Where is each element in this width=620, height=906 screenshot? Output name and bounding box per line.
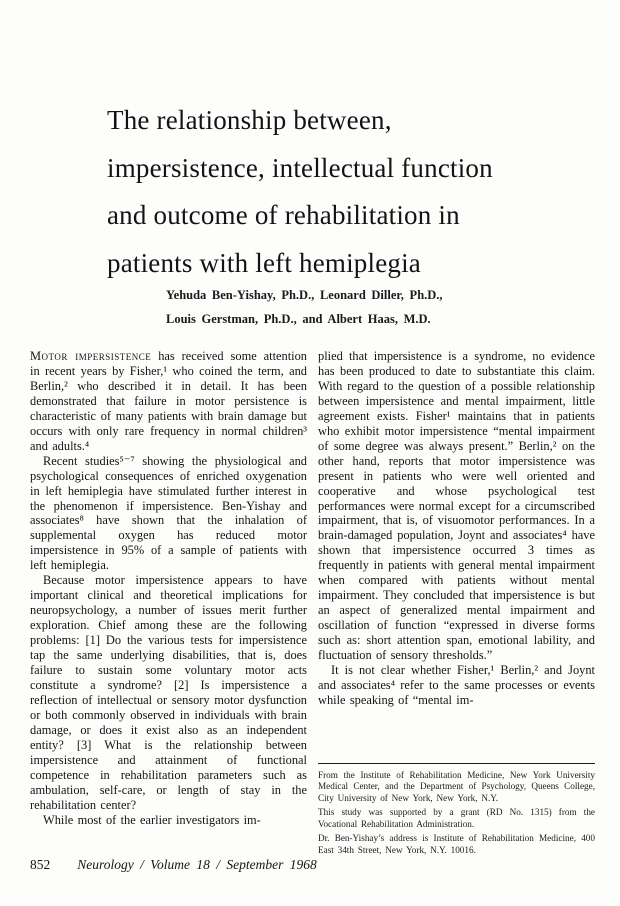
author-line-2: Louis Gerstman, Ph.D., and Albert Haas, M.D. [166,312,431,326]
title-line-1: The relationship between, [107,105,392,135]
page-footer [30,857,317,873]
footnote-block [318,763,595,860]
page-number: 852 [30,857,51,872]
title-line-3: and outcome of rehabilitation in [107,200,460,230]
footnote-grant: This study was supported by a grant (RD No. 1315) from the Vocational Rehabilitation Administration. [318,807,595,829]
body-paragraph-5: plied that impersistence is a syndrome, no evidence has been produced to date to substantiate this claim. With regard to the question of a possible relationship between impersistence and mental impairment, little agreement exists. Fisher¹ maintains that in patients who exhibit motor impersistence “mental impairment of some degree was always present.” Berlin,² on the other hand, reports that motor impersistence was present in patients who were well oriented and cooperative and whose psychological test performances were normal except for a circumscribed impairment, that is, of visuomotor performances. In a brain-damaged population, Joynt and associates⁴ have shown that impersistence occurred 3 times as frequently in patients with general mental impairment when compared with patients without mental impairment. They concluded that impersistence is but an aspect of generalized mental impairment and oscillation of function “expressed in diverse forms such as: short attention span, emotional lability, and fluctuation of sensory thresholds.” [318,349,595,663]
journal-citation: Neurology / Volume 18 / September 1968 [77,857,317,872]
lead-small-caps: Motor impersistence [30,349,152,363]
body-paragraph-1 [30,349,307,454]
footnote-address: Dr. Ben-Yishay’s address is Institute of Rehabilitation Medicine, 400 East 34th Street, New York, N.Y. 10016. [318,833,595,855]
title-line-2: impersistence, intellectual function [107,152,493,183]
body-paragraph-4: While most of the earlier investigators im- [43,812,261,827]
body-paragraph-6: It is not clear whether Fisher,¹ Berlin,² and Joynt and associates⁴ refer to the same processes or events while speaking of “mental im- [318,663,595,707]
footnote-affiliation: From the Institute of Rehabilitation Medicine, New York University Medical Center, and the Department of Psychology, Queens College, City University of New York, New York, N.Y. [318,770,595,803]
author-byline [166,283,443,331]
title-line-4: patients with left hemiplegia [107,247,421,278]
paragraph-1-text: has received some attention in recent years by Fisher,¹ who coined the term, and Berlin,² who described it in detail. It has been demonstrated that failure in motor persistence is characteristic of many patients with brain damage but occurs with only rare frequency in normal children³ and adults.⁴ [30,349,307,453]
footnote-divider [318,763,595,764]
right-column [318,349,595,708]
body-paragraph-3: Because motor impersistence appears to have important clinical and theoretical implications for neuropsychology, a number of issues merit further exploration. Chief among these are the following problems: [1] Do the various tests for impersistence tap the same underlying disabilities, that is, does failure to sustain some voluntary motor acts constitute a syndrome? [2] Is impersistence a reflection of intellectual or sensory motor dysfunction or both commonly observed in individuals with brain damage, or does it exist also as an independent entity? [3] What is the relationship between impersistence and attainment of functional competence in rehabilitation parameters such as ambulation, self-care, or length of stay in the rehabilitation center? [30,573,307,812]
body-paragraph-2: Recent studies⁵⁻⁷ showing the physiological and psychological consequences of enriched oxygenation in left hemiplegia have stimulated further interest in the phenomenon if impersistence. Ben-Yishay and associates⁸ have shown that the inhalation of supplemental oxygen has reduced motor impersistence in 95% of a sample of patients with left hemiplegia. [30,453,307,573]
article-title [107,97,493,287]
left-column [30,349,307,828]
author-line-1: Yehuda Ben-Yishay, Ph.D., Leonard Diller, Ph.D., [166,288,443,302]
